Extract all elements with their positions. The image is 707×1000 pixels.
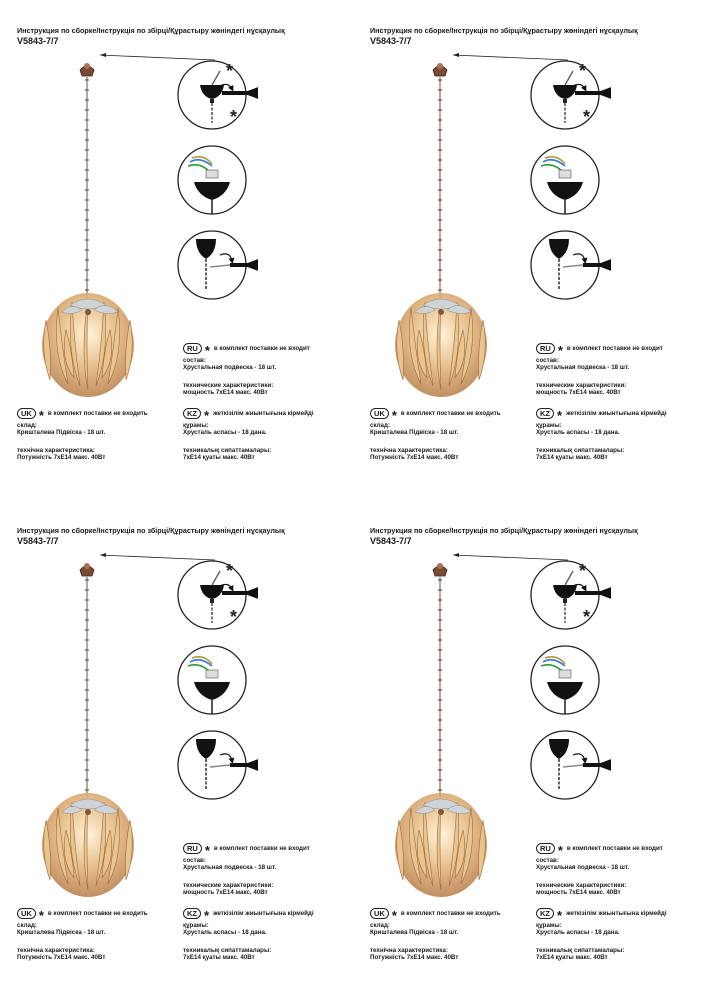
kz-block [536, 908, 667, 962]
canopy-fix-icon [178, 731, 256, 799]
kz-composition-label: құрамы: [183, 422, 209, 429]
uk-note: в комплект поставки не входить [400, 909, 501, 917]
uk-block [17, 908, 148, 962]
uk-tech-label: технічна характеристика: [17, 947, 95, 955]
kz-composition-value: Хрусталь аспасы - 18 дана. [536, 929, 620, 937]
ru-composition-label: состав: [183, 857, 206, 864]
kz-note: жеткізілім жиынтығына кірмейді [213, 909, 314, 917]
canopy-screw-icon [178, 61, 256, 129]
canopy-fix-icon [531, 731, 609, 799]
asterisk-icon: * [557, 343, 563, 358]
ru-note: в комплект поставки не входит [213, 844, 310, 852]
asterisk-icon: * [557, 408, 563, 423]
model-number: V5843-7/7 [370, 536, 412, 546]
ru-composition-label: состав: [536, 357, 559, 364]
asterisk-icon: * [204, 408, 210, 423]
doc-title: Инструкция по сборке/Інструкція по збірці/Құрастыру жөніндегі нұсқаулық [17, 526, 285, 535]
kz-tech-value: 7хE14 қуаты макс. 40Вт [183, 454, 255, 462]
kz-composition-value: Хрусталь аспасы - 18 дана. [183, 929, 267, 937]
uk-block [370, 408, 501, 462]
ru-badge: RU [183, 343, 202, 354]
uk-tech-label: технічна характеристика: [370, 447, 448, 455]
ru-block [183, 843, 310, 897]
doc-title: Инструкция по сборке/Інструкція по збірці/Құрастыру жөніндегі нұсқаулық [17, 26, 285, 35]
ru-tech-label: технические характеристики: [183, 882, 274, 890]
model-number: V5843-7/7 [370, 36, 412, 46]
kz-badge: KZ [536, 908, 554, 919]
uk-composition-label: склад: [370, 922, 390, 929]
uk-tech-value: Потужність 7хE14 макс. 40Вт [370, 954, 459, 962]
ru-composition-value: Хрустальная подвеска - 18 шт. [536, 864, 630, 872]
uk-note: в комплект поставки не входить [47, 909, 148, 917]
ru-composition-value: Хрустальная подвеска - 18 шт. [536, 364, 630, 372]
instruction-sheet-3 [0, 500, 353, 1000]
wiring-icon [531, 646, 599, 714]
kz-tech-label: техникалық сипаттамалары: [536, 447, 625, 455]
kz-composition-value: Хрусталь аспасы - 18 дана. [536, 429, 620, 437]
kz-tech-value: 7хE14 қуаты макс. 40Вт [183, 954, 255, 962]
wiring-icon [531, 146, 599, 214]
kz-tech-label: техникалық сипаттамалары: [536, 947, 625, 955]
kz-note: жеткізілім жиынтығына кірмейді [566, 409, 667, 417]
kz-block [536, 408, 667, 462]
ru-composition-label: состав: [183, 357, 206, 364]
pointer-arrow [100, 55, 215, 60]
kz-badge: KZ [183, 908, 201, 919]
ru-note: в комплект поставки не входит [566, 344, 663, 352]
kz-composition-label: құрамы: [536, 922, 562, 929]
uk-block [370, 908, 501, 962]
doc-title: Инструкция по сборке/Інструкція по збірці/Құрастыру жөніндегі нұсқаулық [370, 26, 638, 35]
ru-block [536, 843, 663, 897]
uk-tech-value: Потужність 7хE14 макс. 40Вт [370, 454, 459, 462]
instruction-sheet-1 [0, 0, 353, 500]
kz-composition-label: құрамы: [536, 422, 562, 429]
ru-tech-value: мощность 7хE14 макс. 40Вт [183, 389, 268, 397]
canopy-screw-icon [531, 61, 609, 129]
asterisk-icon: * [38, 908, 44, 923]
instruction-sheet-4 [353, 500, 706, 1000]
uk-composition-value: Кришталева Підвіска - 18 шт. [17, 929, 106, 937]
uk-block [17, 408, 148, 462]
ru-composition-value: Хрустальная подвеска - 18 шт. [183, 364, 277, 372]
kz-tech-value: 7хE14 қуаты макс. 40Вт [536, 954, 608, 962]
ru-badge: RU [183, 843, 202, 854]
kz-block [183, 408, 314, 462]
kz-tech-label: техникалық сипаттамалары: [183, 947, 272, 955]
uk-badge: UK [370, 408, 389, 419]
doc-title: Инструкция по сборке/Інструкція по збірці/Құрастыру жөніндегі нұсқаулық [370, 526, 638, 535]
wiring-icon [178, 146, 246, 214]
uk-note: в комплект поставки не входить [47, 409, 148, 417]
asterisk-icon: * [391, 408, 397, 423]
uk-composition-label: склад: [17, 922, 37, 929]
ru-tech-label: технические характеристики: [536, 382, 627, 390]
uk-badge: UK [370, 908, 389, 919]
uk-composition-value: Кришталева Підвіска - 18 шт. [17, 429, 106, 437]
uk-tech-label: технічна характеристика: [17, 447, 95, 455]
asterisk-icon: * [38, 408, 44, 423]
ru-tech-value: мощность 7хE14 макс. 40Вт [536, 389, 621, 397]
canopy-screw-icon [531, 561, 609, 629]
asterisk-icon: * [557, 843, 563, 858]
ru-composition-label: состав: [536, 857, 559, 864]
uk-composition-value: Кришталева Підвіска - 18 шт. [370, 929, 459, 937]
kz-badge: KZ [536, 408, 554, 419]
ru-badge: RU [536, 343, 555, 354]
canopy-fix-icon [178, 231, 256, 299]
ru-badge: RU [536, 843, 555, 854]
ru-tech-value: мощность 7хE14 макс. 40Вт [183, 889, 268, 897]
model-number: V5843-7/7 [17, 536, 59, 546]
ru-block [536, 343, 663, 397]
kz-note: жеткізілім жиынтығына кірмейді [566, 909, 667, 917]
asterisk-icon: * [204, 908, 210, 923]
ru-composition-value: Хрустальная подвеска - 18 шт. [183, 864, 277, 872]
ru-tech-value: мощность 7хE14 макс. 40Вт [536, 889, 621, 897]
kz-block [183, 908, 314, 962]
uk-tech-value: Потужність 7хE14 макс. 40Вт [17, 454, 106, 462]
uk-composition-value: Кришталева Підвіска - 18 шт. [370, 429, 459, 437]
canopy-screw-icon [178, 561, 256, 629]
ru-tech-label: технические характеристики: [536, 882, 627, 890]
ru-note: в комплект поставки не входит [213, 344, 310, 352]
uk-composition-label: склад: [17, 422, 37, 429]
uk-badge: UK [17, 908, 36, 919]
instruction-sheet-2 [353, 0, 706, 500]
uk-tech-label: технічна характеристика: [370, 947, 448, 955]
kz-tech-label: техникалық сипаттамалары: [183, 447, 272, 455]
pointer-arrow [453, 555, 568, 560]
canopy-fix-icon [531, 231, 609, 299]
kz-composition-value: Хрусталь аспасы - 18 дана. [183, 429, 267, 437]
uk-tech-value: Потужність 7хE14 макс. 40Вт [17, 954, 106, 962]
pointer-arrow [453, 55, 568, 60]
uk-note: в комплект поставки не входить [400, 409, 501, 417]
pointer-arrow [100, 555, 215, 560]
ru-block [183, 343, 310, 397]
wiring-icon [178, 646, 246, 714]
ru-tech-label: технические характеристики: [183, 382, 274, 390]
model-number: V5843-7/7 [17, 36, 59, 46]
kz-tech-value: 7хE14 қуаты макс. 40Вт [536, 454, 608, 462]
asterisk-icon: * [391, 908, 397, 923]
kz-composition-label: құрамы: [183, 922, 209, 929]
ru-note: в комплект поставки не входит [566, 844, 663, 852]
kz-badge: KZ [183, 408, 201, 419]
kz-note: жеткізілім жиынтығына кірмейді [213, 409, 314, 417]
uk-badge: UK [17, 408, 36, 419]
asterisk-icon: * [557, 908, 563, 923]
asterisk-icon: * [204, 343, 210, 358]
uk-composition-label: склад: [370, 422, 390, 429]
asterisk-icon: * [204, 843, 210, 858]
